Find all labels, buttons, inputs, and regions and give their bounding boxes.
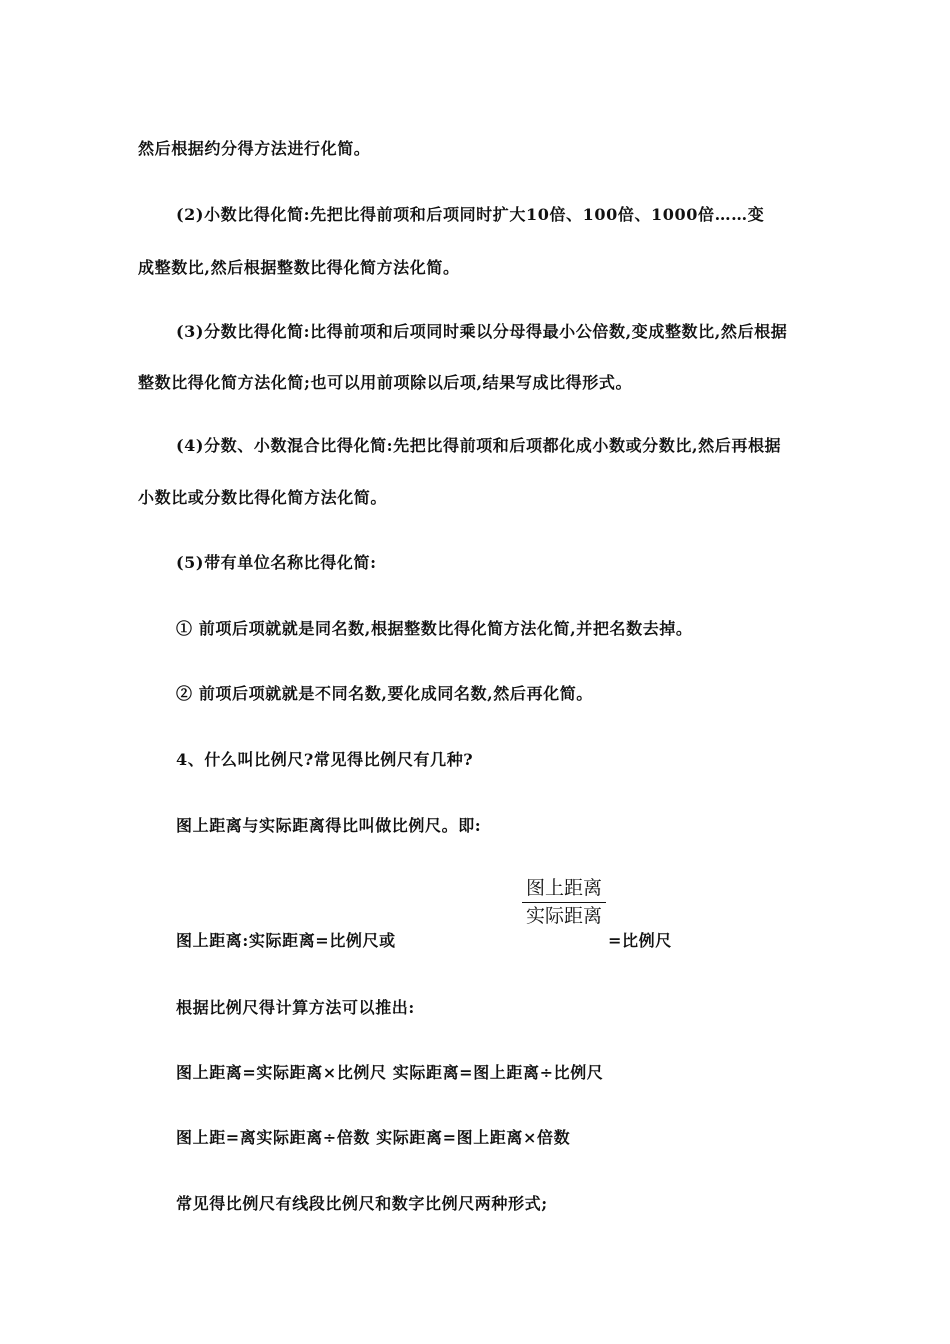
section-heading-scale: 4、什么叫比例尺?常见得比例尺有几种? xyxy=(176,750,474,769)
formula-scale-result: =比例尺 xyxy=(608,931,672,950)
paragraph-derivation-intro: 根据比例尺得计算方法可以推出: xyxy=(176,998,415,1017)
paragraph-fraction-ratio: (3)分数比得化简:比得前项和后项同时乘以分母得最小公倍数,变成整数比,然后根据 xyxy=(176,322,788,341)
list-item-same-unit: ① 前项后项就就是同名数,根据整数比得化简方法化简,并把名数去掉。 xyxy=(176,619,693,638)
scale-fraction xyxy=(522,876,606,928)
fraction-numerator: 图上距离 xyxy=(522,876,606,903)
paragraph-line: 然后根据约分得方法进行化简。 xyxy=(138,139,371,158)
list-item-different-unit: ② 前项后项就就是不同名数,要化成同名数,然后再化简。 xyxy=(176,684,593,703)
paragraph-mixed-ratio: (4)分数、小数混合比得化简:先把比得前项和后项都化成小数或分数比,然后再根据 xyxy=(176,436,782,455)
paragraph-decimal-ratio: (2)小数比得化简:先把比得前项和后项同时扩大10倍、100倍、1000倍……变 xyxy=(176,205,765,224)
paragraph-scale-definition: 图上距离与实际距离得比叫做比例尺。即: xyxy=(176,816,482,835)
formula-distance-scale: 图上距离=实际距离×比例尺 实际距离=图上距离÷比例尺 xyxy=(176,1063,604,1082)
fraction-denominator: 实际距离 xyxy=(525,905,602,927)
paragraph-line: 整数比得化简方法化简;也可以用前项除以后项,结果写成比得形式。 xyxy=(138,373,633,392)
paragraph-unit-ratio: (5)带有单位名称比得化简: xyxy=(176,553,377,572)
paragraph-line: 小数比或分数比得化简方法化简。 xyxy=(138,488,388,507)
formula-scale-ratio: 图上距离:实际距离=比例尺或 xyxy=(176,931,396,950)
paragraph-line: 成整数比,然后根据整数比得化简方法化简。 xyxy=(138,258,460,277)
paragraph-scale-types: 常见得比例尺有线段比例尺和数字比例尺两种形式; xyxy=(176,1194,548,1213)
formula-distance-multiple: 图上距=离实际距离÷倍数 实际距离=图上距离×倍数 xyxy=(176,1128,571,1147)
